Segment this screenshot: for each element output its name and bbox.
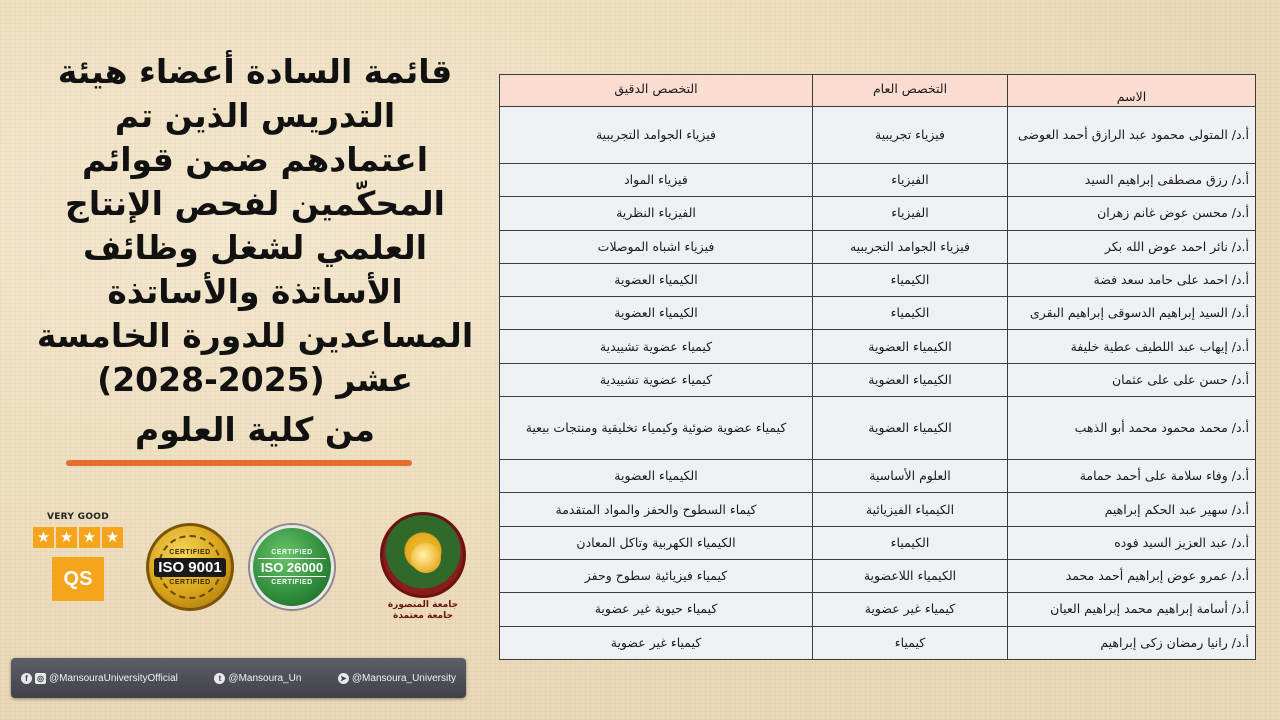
table-row	[500, 330, 1256, 363]
cell-general: الفيزياء	[813, 197, 1008, 230]
seal-center	[411, 543, 441, 573]
cell-general: العلوم الأساسية	[813, 460, 1008, 493]
cell-specific: فيزياء اشباه الموصلات	[500, 230, 813, 263]
faculty-table	[499, 74, 1256, 660]
university-seal	[378, 512, 468, 624]
table-row	[500, 460, 1256, 493]
table-row	[500, 626, 1256, 659]
cell-specific: الفيزياء النظرية	[500, 197, 813, 230]
table-row	[500, 526, 1256, 559]
cell-name: أ.د/ محسن عوض غانم زهران	[1008, 197, 1256, 230]
cell-general: الكيمياء	[813, 263, 1008, 296]
cell-general: الكيمياء	[813, 297, 1008, 330]
iso-26000-label: ISO 26000	[258, 558, 326, 577]
cell-specific: كيمياء فيزيائية سطوح وحفز	[500, 559, 813, 592]
social-bar	[11, 658, 466, 698]
cell-specific: كيمياء عضوية تشييدية	[500, 363, 813, 396]
iso-9001-top-text: CERTIFIED	[169, 548, 211, 556]
cell-specific: الكيمياء العضوية	[500, 460, 813, 493]
cell-general: الكيمياء العضوية	[813, 363, 1008, 396]
cell-general: كيمياء	[813, 626, 1008, 659]
social-telegram-handle: @Mansoura_University	[351, 672, 456, 684]
qs-stars	[30, 527, 126, 548]
twitter-icon: t	[214, 673, 225, 684]
star-icon: ★	[102, 527, 123, 548]
social-facebook-handle: @MansouraUniversityOfficial	[49, 672, 178, 684]
header-general: التخصص العام	[813, 75, 1008, 107]
cell-name: أ.د/ حسن على على عثمان	[1008, 363, 1256, 396]
cell-name: أ.د/ محمد محمود محمد أبو الذهب	[1008, 397, 1256, 460]
table-row	[500, 297, 1256, 330]
facebook-icon: f	[21, 673, 32, 684]
star-icon: ★	[56, 527, 77, 548]
cell-specific: الكيمياء العضوية	[500, 297, 813, 330]
title-line-4: المحكّمين لفحص الإنتاج	[65, 184, 445, 223]
cell-name: أ.د/ عبد العزيز السيد فوده	[1008, 526, 1256, 559]
cell-name: أ.د/ عمرو عوض إبراهيم أحمد محمد	[1008, 559, 1256, 592]
star-icon: ★	[79, 527, 100, 548]
cell-specific: كيمياء عضوية تشييدية	[500, 330, 813, 363]
telegram-icon: ➤	[338, 673, 349, 684]
cell-name: أ.د/ السيد إبراهيم الدسوقى إبراهيم البقرى	[1008, 297, 1256, 330]
table-row	[500, 397, 1256, 460]
cell-name: أ.د/ سهير عبد الحكم إبراهيم	[1008, 493, 1256, 526]
qs-rating-badge	[30, 512, 126, 616]
title-line-7: المساعدين للدورة الخامسة	[36, 316, 474, 355]
title-line-8: عشر (2025-2028)	[97, 360, 413, 399]
table-header-row	[500, 75, 1256, 107]
table-row	[500, 263, 1256, 296]
cell-general: الكيمياء اللاعضوية	[813, 559, 1008, 592]
qs-logo: QS	[52, 557, 104, 601]
title-line-1: قائمة السادة أعضاء هيئة	[57, 52, 453, 91]
social-twitter[interactable]	[214, 673, 301, 684]
iso-26000-top-text: CERTIFIED	[271, 548, 313, 556]
social-telegram[interactable]	[338, 673, 456, 684]
title-underline	[66, 460, 412, 466]
table-row	[500, 197, 1256, 230]
iso-26000-bottom-text: CERTIFIED	[271, 578, 313, 586]
table-row	[500, 493, 1256, 526]
title-line-3: اعتمادهم ضمن قوائم	[81, 140, 429, 179]
table-row	[500, 363, 1256, 396]
page-subtitle: من كلية العلوم	[135, 410, 375, 449]
cell-general: الكيمياء الفيزيائية	[813, 493, 1008, 526]
table-row	[500, 230, 1256, 263]
cell-general: الكيمياء العضوية	[813, 330, 1008, 363]
table-row	[500, 593, 1256, 626]
star-icon: ★	[33, 527, 54, 548]
cell-general: فيزياء تجريبية	[813, 107, 1008, 164]
title-line-6: الأساتذة والأساتذة	[107, 272, 403, 311]
instagram-icon: ◎	[35, 673, 46, 684]
iso-9001-bottom-text: CERTIFIED	[169, 578, 211, 586]
cell-name: أ.د/ إيهاب عبد اللطيف عطية خليفة	[1008, 330, 1256, 363]
cell-specific: الكيمياء الكهربية وتاكل المعادن	[500, 526, 813, 559]
cell-name: أ.د/ نائر احمد عوض الله بكر	[1008, 230, 1256, 263]
header-name: الاسم	[1008, 75, 1256, 107]
iso-26000-badge	[250, 525, 334, 609]
iso-9001-badge	[146, 523, 234, 611]
cell-general: كيمياء غير عضوية	[813, 593, 1008, 626]
cell-general: فيزياء الجوامد التجريبيه	[813, 230, 1008, 263]
cell-specific: كيماء السطوح والحفز والمواد المتقدمة	[500, 493, 813, 526]
cell-general: الكيمياء	[813, 526, 1008, 559]
title-line-5: العلمي لشغل وظائف	[82, 228, 428, 267]
social-twitter-handle: @Mansoura_Un	[228, 672, 302, 684]
page-title	[20, 50, 490, 452]
university-seal-icon	[380, 512, 466, 598]
social-facebook-instagram[interactable]	[21, 673, 178, 684]
cell-general: الكيمياء العضوية	[813, 397, 1008, 460]
university-seal-caption: جامعة المنصورة جامعة معتمدة	[387, 600, 459, 621]
cell-name: أ.د/ وفاء سلامة على أحمد حمامة	[1008, 460, 1256, 493]
cell-specific: فيزياء الجوامد التجريبية	[500, 107, 813, 164]
cell-specific: كيمياء غير عضوية	[500, 626, 813, 659]
title-line-2: التدريس الذين تم	[114, 96, 396, 135]
cell-name: أ.د/ رزق مصطفى إبراهيم السيد	[1008, 164, 1256, 197]
table-row	[500, 107, 1256, 164]
iso-9001-label: ISO 9001	[154, 558, 225, 577]
cell-name: أ.د/ رانيا رمضان زكى إبراهيم	[1008, 626, 1256, 659]
table-row	[500, 164, 1256, 197]
cell-name: أ.د/ المتولى محمود عبد الرازق أحمد العوضى	[1008, 107, 1256, 164]
table-row	[500, 559, 1256, 592]
cell-name: أ.د/ احمد على حامد سعد فضة	[1008, 263, 1256, 296]
cell-specific: كيمياء عضوية ضوئية وكيمياء تخليقية ومنتجات بيعية	[500, 397, 813, 460]
qs-rating-label: VERY GOOD	[46, 512, 110, 522]
cell-specific: الكيمياء العضوية	[500, 263, 813, 296]
cell-name: أ.د/ أسامة إبراهيم محمد إبراهيم العيان	[1008, 593, 1256, 626]
header-specific: التخصص الدقيق	[500, 75, 813, 107]
cell-specific: فيزياء المواد	[500, 164, 813, 197]
cell-general: الفيزياء	[813, 164, 1008, 197]
cell-specific: كيمياء حيوية غير عضوية	[500, 593, 813, 626]
